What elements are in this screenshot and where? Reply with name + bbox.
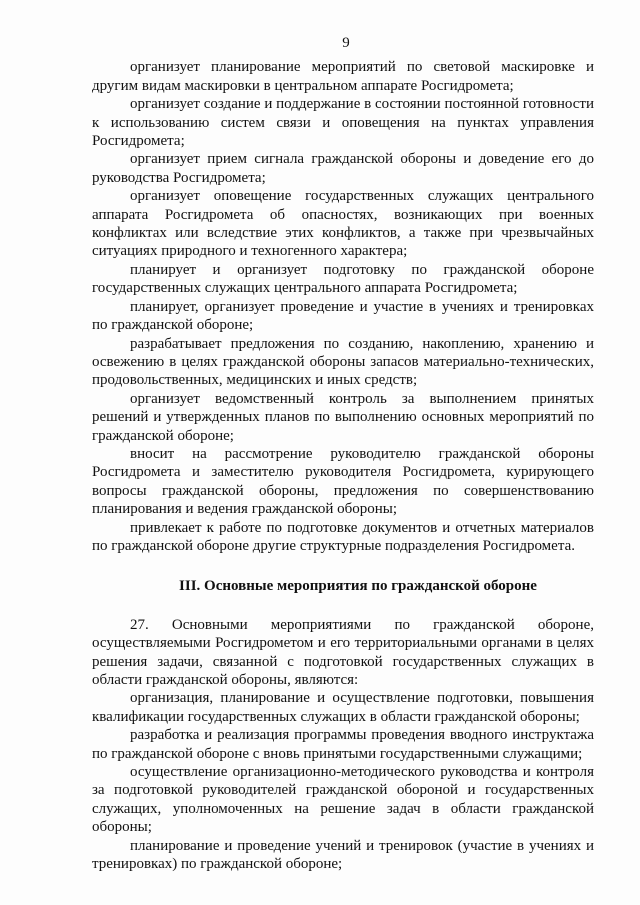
paragraph: разработка и реализация программы проведения вводного инструктажа по гражданской обороне с вновь принятыми государственными служащими; (92, 727, 594, 762)
paragraph: вносит на рассмотрение руководителю гражданской обороны Росгидромета и заместителю руководителя Росгидромета, курирующего вопросы гражданской обороны, предложения по совершенствованию планирования и ведения гражданской обороны; (92, 445, 594, 518)
paragraph: разрабатывает предложения по созданию, накоплению, хранению и освежению в целях гражданской обороны запасов материально-технических, продовольственных, медицинских и иных средств; (92, 335, 594, 389)
paragraph: 27. Основными мероприятиями по гражданской обороне, осуществляемыми Росгидрометом и его территориальными органами в целях решения задачи, связанной с подготовкой государственных служащих в области гражданской обороны, являются: (92, 616, 594, 688)
paragraph: организует прием сигнала гражданской обороны и доведение его до руководства Росгидромета; (92, 151, 594, 186)
paragraph: осуществление организационно-методического руководства и контроля за подготовкой руководителей гражданской обороной и государственных служащих, уполномоченных на решение задач в области гражданской обороны; (92, 764, 594, 836)
paragraph: привлекает к работе по подготовке документов и отчетных материалов по гражданской обороне другие структурные подразделения Росгидромета. (92, 519, 594, 554)
paragraph: организует ведомственный контроль за выполнением принятых решений и утвержденных планов по выполнению основных мероприятий по гражданской обороне; (92, 390, 594, 444)
paragraph: планирует, организует проведение и участие в учениях и тренировках по гражданской обороне; (92, 298, 594, 334)
bottom-paragraphs (92, 616, 594, 874)
paragraph: организует планирование мероприятий по световой маскировке и другим видам маскировки в центральном аппарате Росгидромета; (92, 59, 594, 94)
paragraph: организует оповещение государственных служащих центрального аппарата Росгидромета об опасностях, возникающих при военных конфликтах или вследствие этих конфликтов, а также при чрезвычайных ситуациях природного и техногенного характера; (92, 188, 594, 260)
paragraph: планирует и организует подготовку по гражданской обороне государственных служащих центрального аппарата Росгидромета; (92, 261, 594, 297)
paragraph: организует создание и поддержание в состоянии постоянной готовности к использованию систем связи и оповещения на пунктах управления Росгидромета; (92, 96, 594, 150)
paragraph: организация, планирование и осуществление подготовки, повышения квалификации государственных служащих в области гражданской обороны; (92, 690, 594, 725)
section-heading: III. Основные мероприятия по гражданской обороне (179, 578, 537, 595)
paragraph: планирование и проведение учений и тренировок (участие в учениях и тренировках) по гражданской обороне; (92, 837, 594, 873)
page-number: 9 (342, 35, 350, 51)
top-paragraphs (92, 58, 594, 555)
